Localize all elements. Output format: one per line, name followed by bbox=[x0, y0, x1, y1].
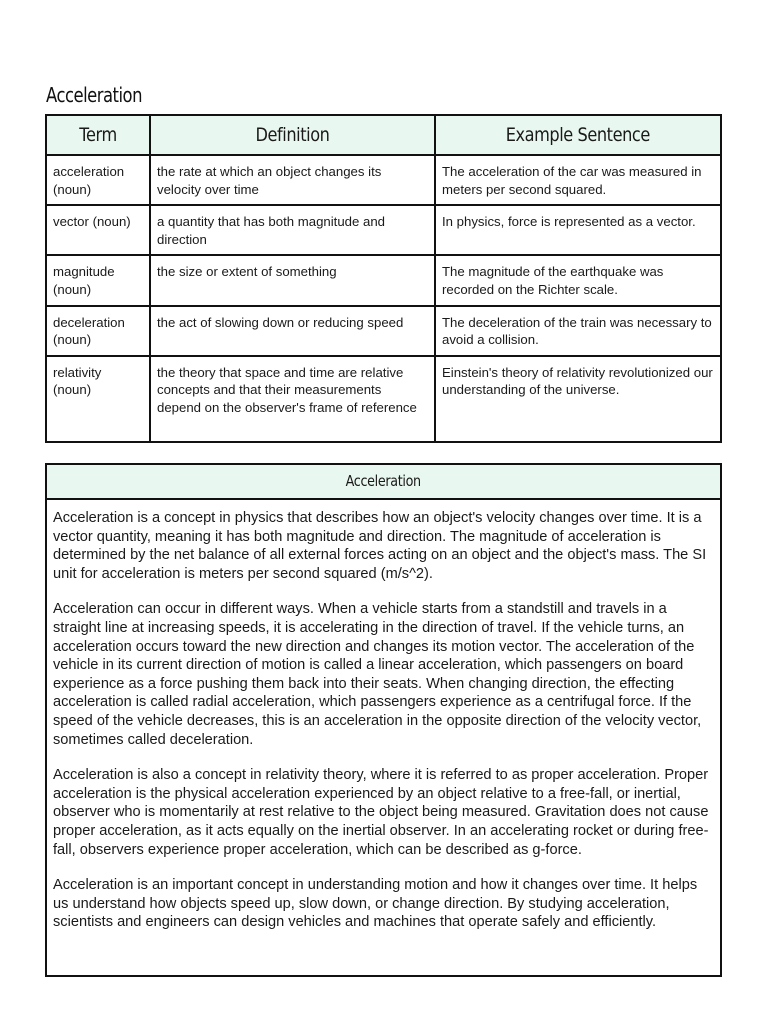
reading-passage-box bbox=[45, 463, 722, 977]
term-cell: relativity (noun) bbox=[46, 356, 150, 442]
example-cell: The acceleration of the car was measured in meters per second squared. bbox=[435, 155, 721, 205]
reading-paragraph: Acceleration is an important concept in understanding motion and how it changes over time. It helps us understand how objects speed up, slow down, or change direction. By studying acceleration, scientists and engineers can design vehicles and machines that operate safely and efficiently. bbox=[53, 877, 698, 931]
column-header-example: Example Sentence bbox=[435, 115, 721, 155]
table-row bbox=[46, 255, 721, 305]
page-title: Acceleration bbox=[46, 83, 143, 107]
reading-body bbox=[47, 500, 720, 932]
definition-cell: the size or extent of something bbox=[150, 255, 435, 305]
table-row bbox=[46, 155, 721, 205]
definition-cell: the act of slowing down or reducing speed bbox=[150, 306, 435, 356]
table-row bbox=[46, 356, 721, 442]
vocabulary-table bbox=[45, 114, 722, 443]
example-cell: In physics, force is represented as a vector. bbox=[435, 205, 721, 255]
reading-paragraph: Acceleration is a concept in physics that describes how an object's velocity changes over time. It is a vector quantity, meaning it has both magnitude and direction. The magnitude of acceleration is determined by the net balance of all external forces acting on an object and the object's mass. The SI unit for acceleration is meters per second squared (m/s^2). bbox=[53, 510, 707, 582]
reading-paragraph: Acceleration is also a concept in relativity theory, where it is referred to as proper acceleration. Proper acceleration is the physical acceleration experienced by an object relative to a free-fall, or inertial, observer who is momentarily at rest relative to the object being measured. Gravitation does not cause proper acceleration, as it acts equally on the inertial observer. In an accelerating rocket or during free-fall, observers experience proper acceleration, which can be described as g-force. bbox=[53, 767, 709, 858]
example-cell: The magnitude of the earthquake was recorded on the Richter scale. bbox=[435, 255, 721, 305]
definition-cell: a quantity that has both magnitude and direction bbox=[150, 205, 435, 255]
column-header-term: Term bbox=[46, 115, 150, 155]
example-cell: The deceleration of the train was necessary to avoid a collision. bbox=[435, 306, 721, 356]
reading-heading: Acceleration bbox=[47, 465, 720, 500]
table-row bbox=[46, 306, 721, 356]
term-cell: deceleration (noun) bbox=[46, 306, 150, 356]
table-header-row bbox=[46, 115, 721, 155]
column-header-definition: Definition bbox=[150, 115, 435, 155]
term-cell: acceleration (noun) bbox=[46, 155, 150, 205]
definition-cell: the theory that space and time are relative concepts and that their measurements depend on the observer's frame of reference bbox=[150, 356, 435, 442]
term-cell: vector (noun) bbox=[46, 205, 150, 255]
table-row bbox=[46, 205, 721, 255]
example-cell: Einstein's theory of relativity revolutionized our understanding of the universe. bbox=[435, 356, 721, 442]
reading-paragraph: Acceleration can occur in different ways. When a vehicle starts from a standstill and travels in a straight line at increasing speeds, it is accelerating in the direction of travel. If the vehicle turns, an acceleration occurs toward the new direction and changes its motion vector. The acceleration of the vehicle in its current direction of motion is called a linear acceleration, which passengers on board experience as a force pushing them back into their seats. When changing direction, the effecting acceleration is called radial acceleration, which passengers experience as a centrifugal force. If the speed of the vehicle decreases, this is an acceleration in the opposite direction of the velocity vector, sometimes called deceleration. bbox=[53, 601, 702, 748]
definition-cell: the rate at which an object changes its velocity over time bbox=[150, 155, 435, 205]
term-cell: magnitude (noun) bbox=[46, 255, 150, 305]
